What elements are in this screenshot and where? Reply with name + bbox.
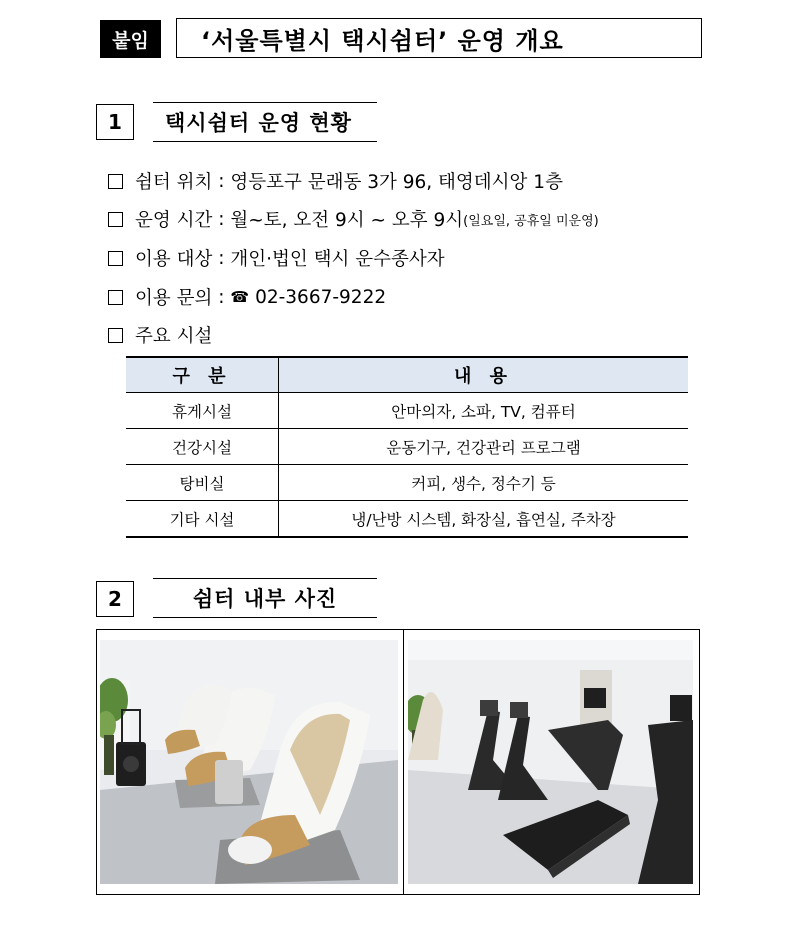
section-1-number: 1 bbox=[96, 104, 134, 140]
table-row bbox=[126, 393, 688, 429]
table-cell-content: 냉/난방 시스템, 화장실, 흡연실, 주차장 bbox=[279, 501, 689, 538]
table-header-row bbox=[126, 357, 688, 393]
massage-chair-room-photo bbox=[100, 640, 398, 884]
table-cell-content: 커피, 생수, 정수기 등 bbox=[279, 465, 689, 501]
bullet-value: 월~토, 오전 9시 ~ 오후 9시 bbox=[230, 210, 464, 231]
bullet-note: (일요일, 공휴일 미운영) bbox=[463, 213, 599, 229]
section-2-title-text: 쉼터 내부 사진 bbox=[192, 587, 338, 611]
photo-divider bbox=[403, 629, 404, 895]
table-header-category: 구 분 bbox=[126, 357, 279, 393]
table-row bbox=[126, 501, 688, 538]
table-row bbox=[126, 465, 688, 501]
bullet-label: 쉼터 위치 bbox=[135, 172, 213, 193]
treadmill-illustration bbox=[408, 640, 693, 884]
checkbox-icon bbox=[108, 290, 123, 305]
table-cell-content: 안마의자, 소파, TV, 컴퓨터 bbox=[279, 393, 689, 429]
bullet-hours: 운영 시간 : 월~토, 오전 9시 ~ 오후 9시 (일요일, 공휴일 미운영) bbox=[108, 206, 599, 232]
bullet-location: 쉼터 위치 : 영등포구 문래동 3가 96, 태영데시앙 1층 bbox=[108, 168, 563, 194]
bullet-value[interactable]: 02-3667-9222 bbox=[255, 286, 387, 308]
telephone-icon: ☎ bbox=[230, 288, 250, 306]
checkbox-icon bbox=[108, 251, 123, 266]
section-1-title bbox=[153, 102, 377, 142]
table-cell-content: 운동기구, 건강관리 프로그램 bbox=[279, 429, 689, 465]
facilities-table bbox=[126, 356, 688, 538]
page-title: ‘서울특별시 택시쉼터’ 운영 개요 bbox=[176, 18, 702, 58]
table-cell-category: 건강시설 bbox=[126, 429, 279, 465]
section-2-title bbox=[153, 578, 377, 618]
table-row bbox=[126, 429, 688, 465]
section-2-number: 2 bbox=[96, 581, 134, 617]
bullet-facilities bbox=[108, 322, 212, 348]
table-cell-category: 휴게시설 bbox=[126, 393, 279, 429]
checkbox-icon bbox=[108, 174, 123, 189]
checkbox-icon bbox=[108, 212, 123, 227]
checkbox-icon bbox=[108, 328, 123, 343]
section-1-title-text: 택시쉼터 운영 현황 bbox=[165, 111, 352, 135]
table-cell-category: 탕비실 bbox=[126, 465, 279, 501]
bullet-label: 운영 시간 bbox=[135, 210, 213, 231]
bullet-label: 주요 시설 bbox=[135, 326, 213, 347]
attachment-badge: 붙임 bbox=[100, 20, 161, 58]
table-cell-category: 기타 시설 bbox=[126, 501, 279, 538]
bullet-label: 이용 대상 bbox=[135, 249, 213, 270]
bullet-target: 이용 대상 : 개인·법인 택시 운수종사자 bbox=[108, 245, 445, 271]
table-header-content: 내 용 bbox=[279, 357, 689, 393]
bullet-value: 영등포구 문래동 3가 96, 태영데시앙 1층 bbox=[230, 172, 563, 193]
massage-chair-illustration bbox=[100, 640, 398, 884]
bullet-value: 개인·법인 택시 운수종사자 bbox=[230, 249, 445, 270]
bullet-label: 이용 문의 bbox=[135, 288, 213, 309]
fitness-room-photo bbox=[408, 640, 693, 884]
bullet-contact: 이용 문의 : ☎ 02-3667-9222 bbox=[108, 284, 386, 310]
